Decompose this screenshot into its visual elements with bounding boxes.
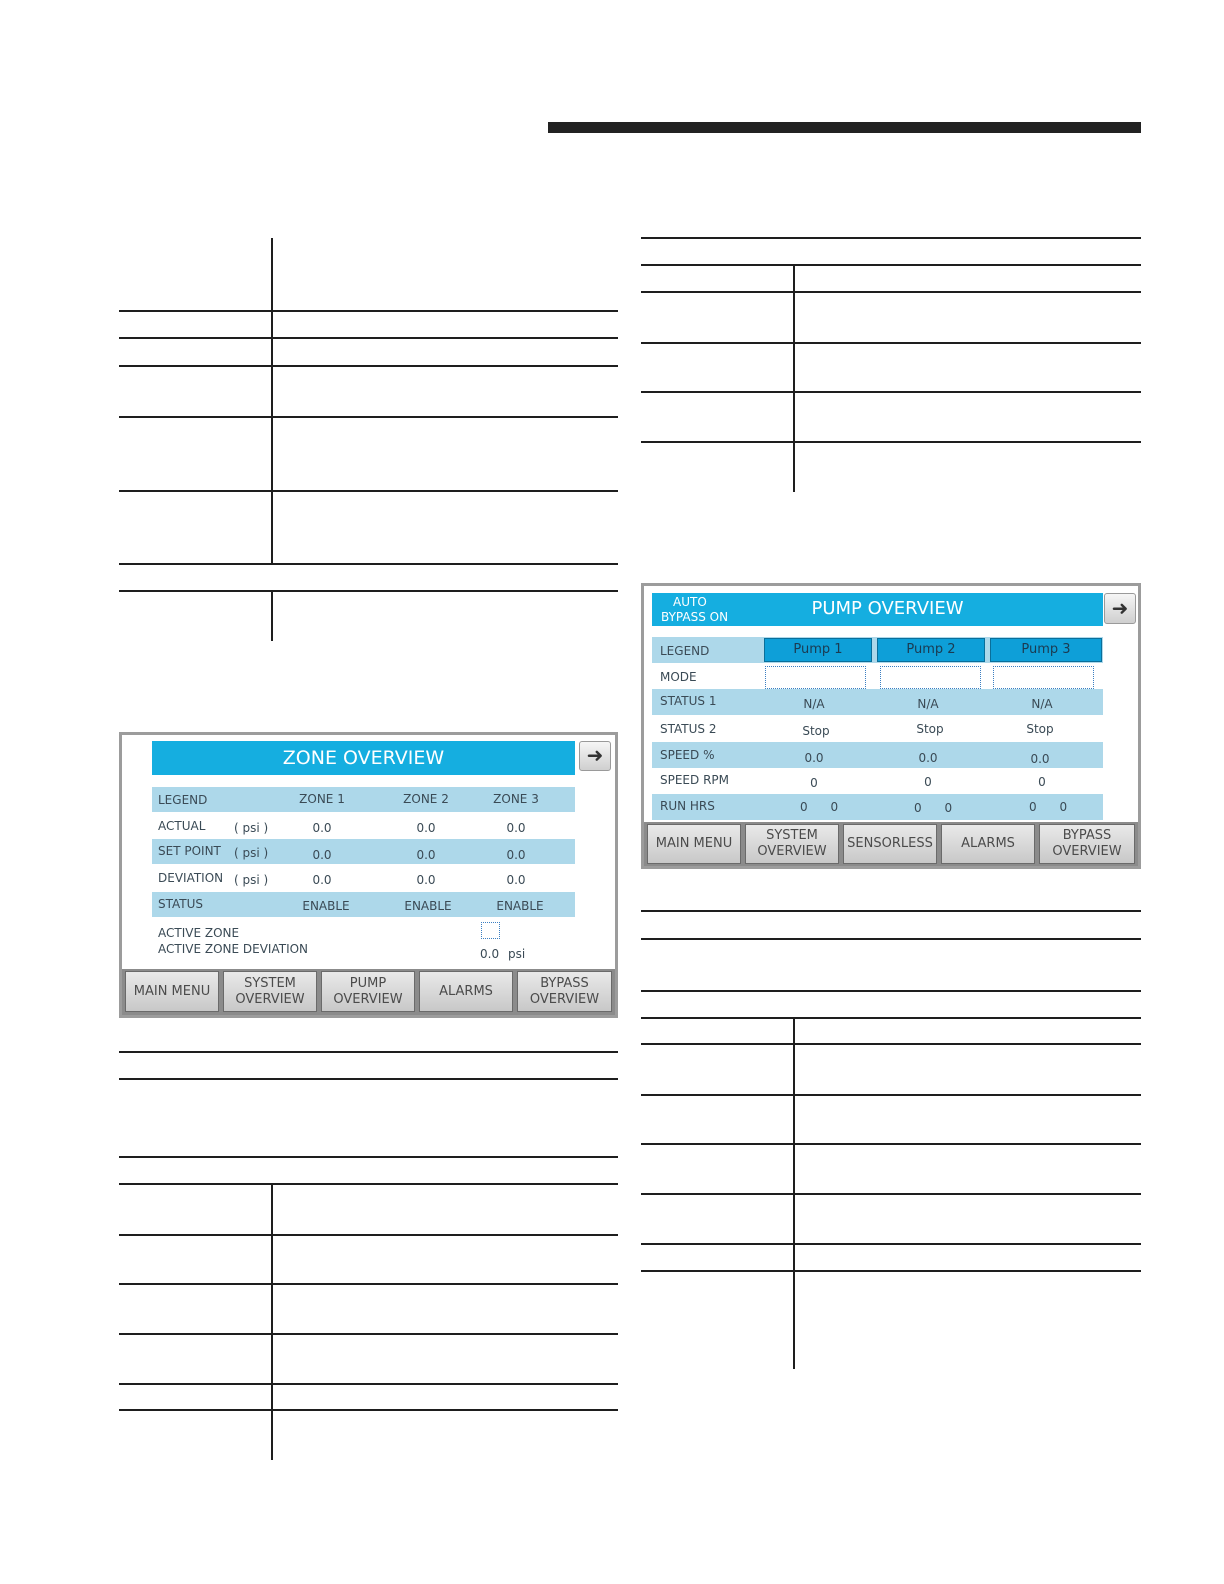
zone-1-status[interactable]: ENABLE xyxy=(302,899,350,913)
pump-3-mode-field[interactable] xyxy=(993,666,1094,689)
zone-2-value[interactable]: 0.0 xyxy=(416,848,436,862)
zone-2-value: 0.0 xyxy=(416,821,436,835)
alarms-button[interactable] xyxy=(419,971,513,1012)
bypass-overview-button[interactable] xyxy=(1039,824,1135,864)
pump-2-mode-field[interactable] xyxy=(880,666,981,689)
pump-mode-label: MODE xyxy=(660,670,697,684)
zone-3-value: 0.0 xyxy=(506,873,526,887)
zone-row-unit: ( psi ) xyxy=(234,821,269,835)
pump-overview-screen xyxy=(641,583,1141,869)
arrow-right-icon[interactable]: ➜ xyxy=(1104,593,1136,624)
zone-3-value: 0.0 xyxy=(506,821,526,835)
active-zone-label: ACTIVE ZONE xyxy=(158,926,240,940)
zone-row-label: SET POINT xyxy=(158,844,221,858)
active-zone-field[interactable] xyxy=(481,922,500,939)
pump-legend-label: LEGEND xyxy=(660,644,710,658)
zone-overview-screen xyxy=(119,732,618,1018)
zone-3-header: ZONE 3 xyxy=(493,792,539,806)
bypass-overview-button[interactable] xyxy=(517,971,612,1012)
pump-row-label: STATUS 1 xyxy=(660,694,717,708)
pump-1-mode-field[interactable] xyxy=(765,666,866,689)
nav-label: OVERVIEW xyxy=(333,991,403,1007)
zone-row-unit: ( psi ) xyxy=(234,846,269,860)
mode-auto: AUTO xyxy=(673,595,707,609)
pump-2-value: 0 0 xyxy=(914,801,953,815)
zone-3-value[interactable]: 0.0 xyxy=(506,848,526,862)
pump-1-value: 0 xyxy=(810,776,818,790)
nav-label: BYPASS xyxy=(540,975,589,991)
pump-3-button[interactable]: Pump 3 xyxy=(990,638,1102,662)
pump-overview-header xyxy=(652,593,1103,626)
pump-1-value: Stop xyxy=(802,724,830,738)
nav-label: OVERVIEW xyxy=(529,991,600,1007)
pump-3-value: N/A xyxy=(1031,697,1053,711)
pump-2-value: 0 xyxy=(924,775,932,789)
zone-3-status[interactable]: ENABLE xyxy=(496,899,544,913)
zone-row-label: STATUS xyxy=(158,897,204,911)
pump-2-button[interactable]: Pump 2 xyxy=(877,638,985,662)
pump-3-value: Stop xyxy=(1026,722,1054,736)
zone-1-value[interactable]: 0.0 xyxy=(312,848,332,862)
zone-row-unit: ( psi ) xyxy=(234,873,269,887)
header-rule xyxy=(548,122,1141,133)
zone-2-value: 0.0 xyxy=(416,873,436,887)
zone-nav-bar xyxy=(122,969,615,1015)
active-zone-deviation-value: 0.0 xyxy=(480,947,500,961)
nav-label: OVERVIEW xyxy=(1052,844,1122,859)
nav-label: SENSORLESS xyxy=(847,836,933,851)
nav-label: SYSTEM xyxy=(766,828,818,843)
pump-2-value: N/A xyxy=(917,697,939,711)
nav-label: MAIN MENU xyxy=(655,836,733,851)
zone-legend-label: LEGEND xyxy=(158,793,208,807)
pump-row-label: SPEED RPM xyxy=(660,773,729,787)
nav-label: OVERVIEW xyxy=(757,844,827,859)
pump-row-label: RUN HRS xyxy=(660,799,715,813)
zone-1-header: ZONE 1 xyxy=(299,792,345,806)
zone-overview-header xyxy=(152,741,575,775)
mode-bypass: BYPASS ON xyxy=(661,610,729,624)
nav-label: SYSTEM xyxy=(244,975,296,991)
zone-1-value: 0.0 xyxy=(312,821,332,835)
pump-2-value: Stop xyxy=(916,722,944,736)
pump-3-value: 0.0 xyxy=(1030,752,1050,766)
nav-label: PUMP xyxy=(349,975,387,991)
pump-1-value: 0 0 xyxy=(800,800,839,814)
main-menu-button[interactable] xyxy=(125,971,219,1012)
system-overview-button[interactable] xyxy=(223,971,317,1012)
nav-label: OVERVIEW xyxy=(235,991,305,1007)
pump-row-label: SPEED % xyxy=(660,748,715,762)
arrow-right-icon[interactable]: ➜ xyxy=(579,741,611,771)
pump-2-value: 0.0 xyxy=(918,751,938,765)
nav-label: ALARMS xyxy=(439,983,493,999)
alarms-button[interactable] xyxy=(941,824,1035,864)
pump-nav-bar xyxy=(644,822,1138,866)
zone-2-status[interactable]: ENABLE xyxy=(404,899,452,913)
system-overview-button[interactable] xyxy=(745,824,839,864)
main-menu-button[interactable] xyxy=(647,824,741,864)
nav-label: MAIN MENU xyxy=(133,983,211,999)
zone-overview-title: ZONE OVERVIEW xyxy=(282,747,445,769)
zone-row-label: DEVIATION xyxy=(158,871,224,885)
pump-overview-button[interactable] xyxy=(321,971,415,1012)
nav-label: ALARMS xyxy=(961,836,1015,851)
nav-label: BYPASS xyxy=(1062,828,1112,843)
pump-3-value: 0 0 xyxy=(1029,800,1068,814)
pump-row-label: STATUS 2 xyxy=(660,722,717,736)
pump-1-button[interactable]: Pump 1 xyxy=(764,638,872,662)
active-zone-deviation-unit: psi xyxy=(508,947,526,961)
active-zone-deviation-label: ACTIVE ZONE DEVIATION xyxy=(158,942,309,956)
zone-1-value: 0.0 xyxy=(312,873,332,887)
zone-row-label: ACTUAL xyxy=(158,819,206,833)
pump-3-value: 0 xyxy=(1038,775,1046,789)
zone-2-header: ZONE 2 xyxy=(403,792,449,806)
pump-1-value: N/A xyxy=(803,697,825,711)
sensorless-button[interactable] xyxy=(843,824,937,864)
pump-overview-title: PUMP OVERVIEW xyxy=(811,598,964,619)
pump-1-value: 0.0 xyxy=(804,751,824,765)
